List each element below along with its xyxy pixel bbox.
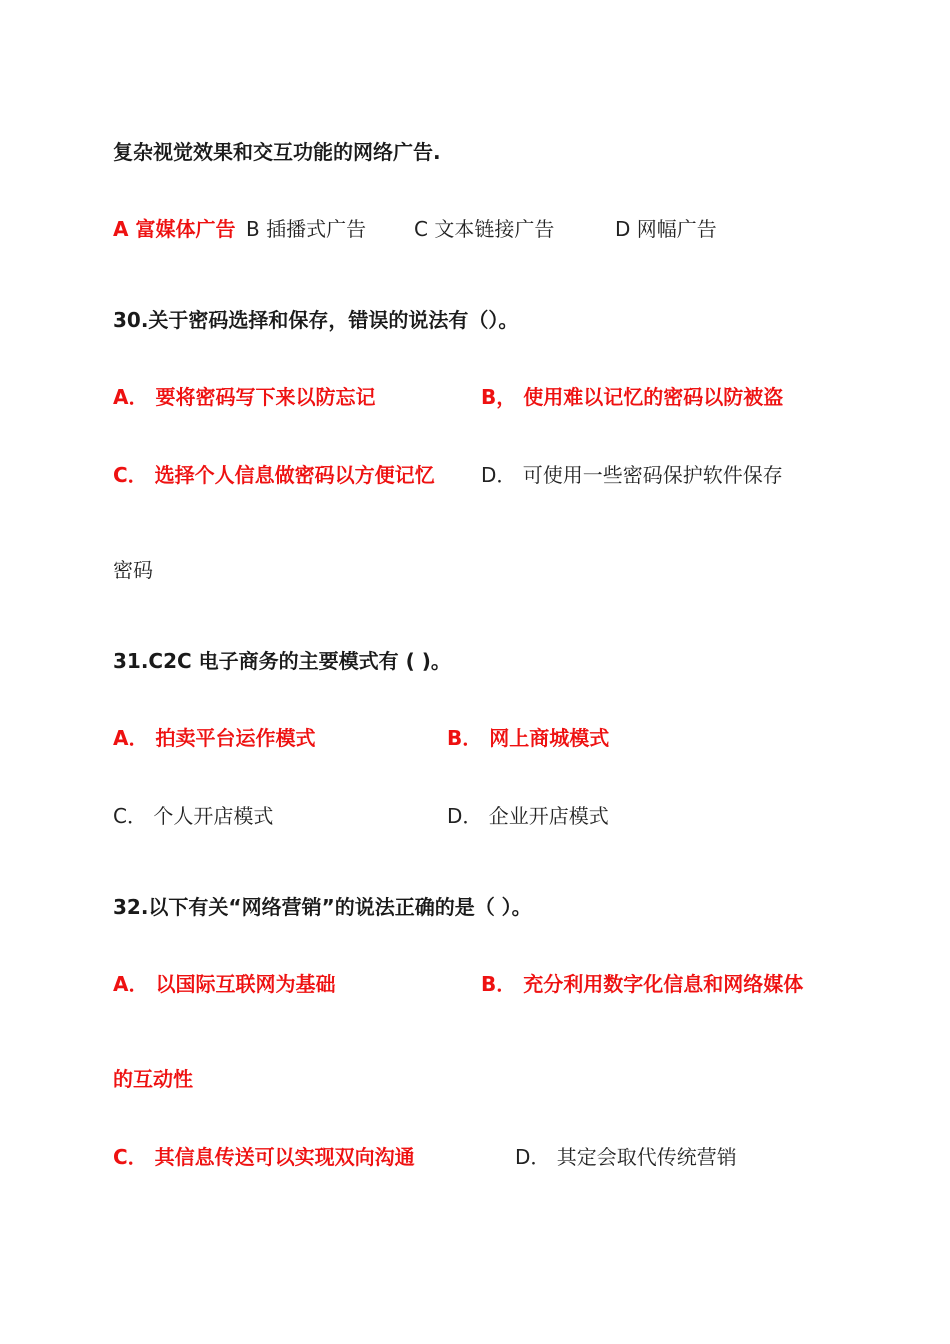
q29-option-a: A 富媒体广告 (113, 217, 236, 241)
q32-option-c: C． 其信息传送可以实现双向沟通 (113, 1145, 415, 1169)
q31-option-a: A． 拍卖平台运作模式 (113, 726, 316, 750)
q32-stem: 32.以下有关“网络营销”的说法正确的是（ ）。 (113, 895, 532, 919)
q32-option-b-continued: 的互动性 (113, 1067, 193, 1091)
q29-option-d: D 网幅广告 (615, 217, 717, 241)
q32-option-a: A． 以国际互联网为基础 (113, 972, 336, 996)
q30-option-d-continued: 密码 (113, 558, 153, 582)
q32-option-b: B． 充分利用数字化信息和网络媒体 (481, 972, 804, 996)
q30-option-d: D． 可使用一些密码保护软件保存 (481, 463, 783, 487)
q29-stem-tail: 复杂视觉效果和交互功能的网络广告. (113, 140, 441, 164)
q29-option-b: B 插播式广告 (246, 217, 367, 241)
q31-option-d: D． 企业开店模式 (447, 804, 609, 828)
q31-stem: 31.C2C 电子商务的主要模式有 ( )。 (113, 649, 451, 673)
q29-option-c: C 文本链接广告 (414, 217, 555, 241)
q30-option-b: B， 使用难以记忆的密码以防被盗 (481, 385, 784, 409)
q30-option-a: A． 要将密码写下来以防忘记 (113, 385, 376, 409)
q30-option-c: C． 选择个人信息做密码以方便记忆 (113, 463, 435, 487)
q30-stem: 30.关于密码选择和保存，错误的说法有（）。 (113, 308, 519, 332)
q32-option-d: D． 其定会取代传统营销 (515, 1145, 737, 1169)
q31-option-b: B． 网上商城模式 (447, 726, 610, 750)
q31-option-c: C． 个人开店模式 (113, 804, 274, 828)
